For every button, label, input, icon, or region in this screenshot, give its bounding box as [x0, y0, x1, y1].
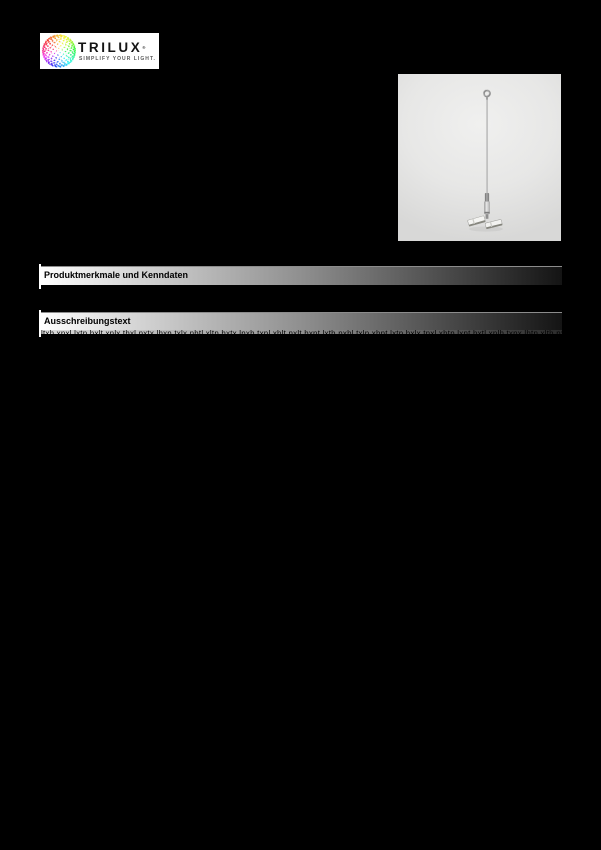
brand-name: TRILUX [78, 40, 143, 55]
product-photo [398, 74, 561, 241]
trilux-logo [40, 33, 159, 69]
brand-tagline: SIMPLIFY YOUR LIGHT. [79, 56, 156, 62]
section-title-ausschreibungstext: Ausschreibungstext [44, 315, 131, 326]
clipped-text-content: ltxh xnxl lxtn hxlt xnlx thxl nxtx lhxn txlx nhtl xltn hxtx lnxh txnl xhlt nxlt hxnt lxth nxhl txln xhnt lxtn hxlx tnxl xhtn lxnt hxtl xnlh txnx lhtn xlth nxtl [41, 328, 570, 338]
section-title-produktmerkmale: Produktmerkmale und Kenndaten [44, 270, 189, 280]
trilux-sphere-icon [41, 33, 77, 69]
brand-wordmark [78, 41, 145, 54]
section-bar-produktmerkmale [41, 266, 562, 285]
section-bar-ausschreibungstext [41, 312, 562, 331]
suspension-wire-graphic [398, 74, 561, 241]
clipped-text-line [41, 328, 570, 338]
registered-mark: ® [142, 45, 146, 50]
